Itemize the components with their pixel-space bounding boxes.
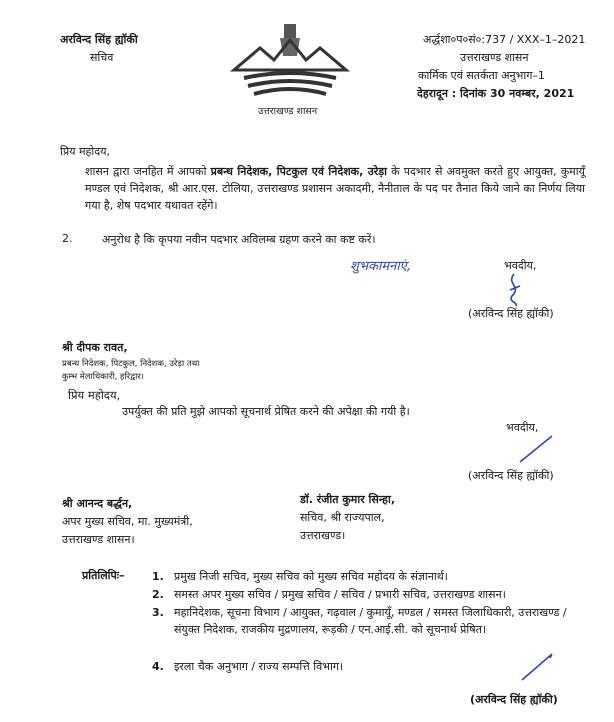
copy-to-label: प्रतिलिपिः–	[82, 569, 125, 582]
copy-to-item-number: 3.	[152, 606, 164, 619]
para2-number: 2.	[62, 232, 73, 245]
recipient-3-line1: सचिव, श्री राज्यपाल,	[300, 511, 385, 524]
salutation-1: प्रिय महोदय,	[60, 145, 110, 158]
recipient-1-line2: कुम्भ मेलाधिकारी, हरिद्वार।	[62, 372, 145, 382]
body-paragraph-3: उपर्युक्त की प्रति मुझे आपको सूचनार्थ प्रेषित करने की अपेक्षा की गयी है।	[122, 405, 410, 418]
copy-to-item	[152, 604, 592, 655]
recipient-2-name: श्री आनन्द बर्द्धन,	[62, 497, 133, 510]
emblem-caption: उत्तराखण्ड शासन	[258, 106, 318, 117]
signature-name-2: (अरविन्द सिंह ह्यॉकी)	[468, 469, 554, 482]
copy-to-item-number: 2.	[152, 588, 164, 601]
handwritten-greeting: शुभकामनाएं,	[350, 259, 412, 274]
copy-to-item-text: महानिदेशक, सूचना विभाग / आयुक्त, गढ़वाल / कुमायूँ, मण्डल / समस्त जिलाधिकारी, उत्तराखण्ड / संयुक्त निदेशक, राजकीय मुद्रणालय, रूड़की / एन.आई.सी. को सूचनार्थ प्रेषित।	[174, 606, 567, 636]
signature-2	[516, 432, 556, 470]
body-paragraph-2: अनुरोध है कि कृपया नवीन पदभार अविलम्ब ग्रहण करने का कष्ट करें।	[102, 233, 376, 246]
closing-2: भवदीय,	[506, 421, 539, 434]
copy-to-item-number: 1.	[152, 570, 164, 583]
place-date: देहरादून : दिनांक 30 नवम्बर, 2021	[417, 87, 575, 100]
sender-name: अरविन्द सिंह ह्यॉकी	[60, 33, 138, 46]
reference-number: अर्द्धशा०प०सं०:737 / XXX–1–2021	[423, 33, 586, 46]
copy-to-item-number: 4.	[152, 660, 164, 673]
copy-to-item-text: इरला चैक अनुभाग / राज्य सम्पत्ति विभाग।	[174, 660, 344, 673]
sender-designation: सचिव	[90, 51, 114, 64]
recipient-2-line2: उत्तराखण्ड शासन।	[62, 533, 135, 546]
para1-bold-post: प्रबन्ध निदेशक, पिटकुल एवं निदेशक, उरेड़ा	[210, 165, 388, 178]
signature-name-1: (अरविन्द सिंह ह्यॉकी)	[468, 307, 554, 320]
recipient-1-name: श्री दीपक रावत,	[62, 341, 128, 354]
copy-to-item-text: प्रमुख निजी सचिव, मुख्य सचिव को मुख्य सचिव महोदय के संज्ञानार्थ।	[174, 570, 448, 583]
department-name: कार्मिक एवं सतर्कता अनुभाग–1	[418, 69, 545, 82]
salutation-2: प्रिय महोदय,	[68, 388, 121, 402]
recipient-1-line1: प्रबन्ध निदेशक, पिटकुल, निदेशक, उरेड़ा तथा	[62, 359, 200, 369]
recipient-3-line2: उत्तराखण्ड।	[300, 529, 346, 542]
signature-3	[518, 650, 558, 688]
closing-1: भवदीय,	[504, 259, 537, 272]
recipient-3-name: डॉ. रंजीत कुमार सिन्हा,	[300, 493, 395, 506]
emblem-logo	[230, 20, 350, 102]
para1-rest: के पदभार से अवमुक्त करते हुए आयुक्त, कुमायूँ मण्डल एवं निदेशक, श्री आर.एस. टोलिया, उत्तराखण्ड प्रशासन अकादमी, नैनीताल के पद पर तैनात किये जाने का निर्णय लिया गया है, शेष पदभार यथावत रहेंगे।	[85, 165, 585, 212]
copy-to-item	[152, 568, 592, 585]
para1-intro: शासन द्वारा जनहित में आपको	[85, 165, 211, 178]
body-paragraph-1	[85, 163, 585, 214]
copy-to-item-text: समस्त अपर मुख्य सचिव / प्रमुख सचिव / सचिव / प्रभारी सचिव, उत्तराखण्ड शासन।	[174, 588, 506, 601]
recipient-2-line1: अपर मुख्य सचिव, मा. मुख्यमंत्री,	[62, 515, 193, 528]
copy-to-item	[152, 586, 592, 603]
government-name: उत्तराखण्ड शासन	[460, 51, 529, 64]
signature-name-3: (अरविन्द सिंह ह्यॉकी)	[470, 693, 558, 706]
